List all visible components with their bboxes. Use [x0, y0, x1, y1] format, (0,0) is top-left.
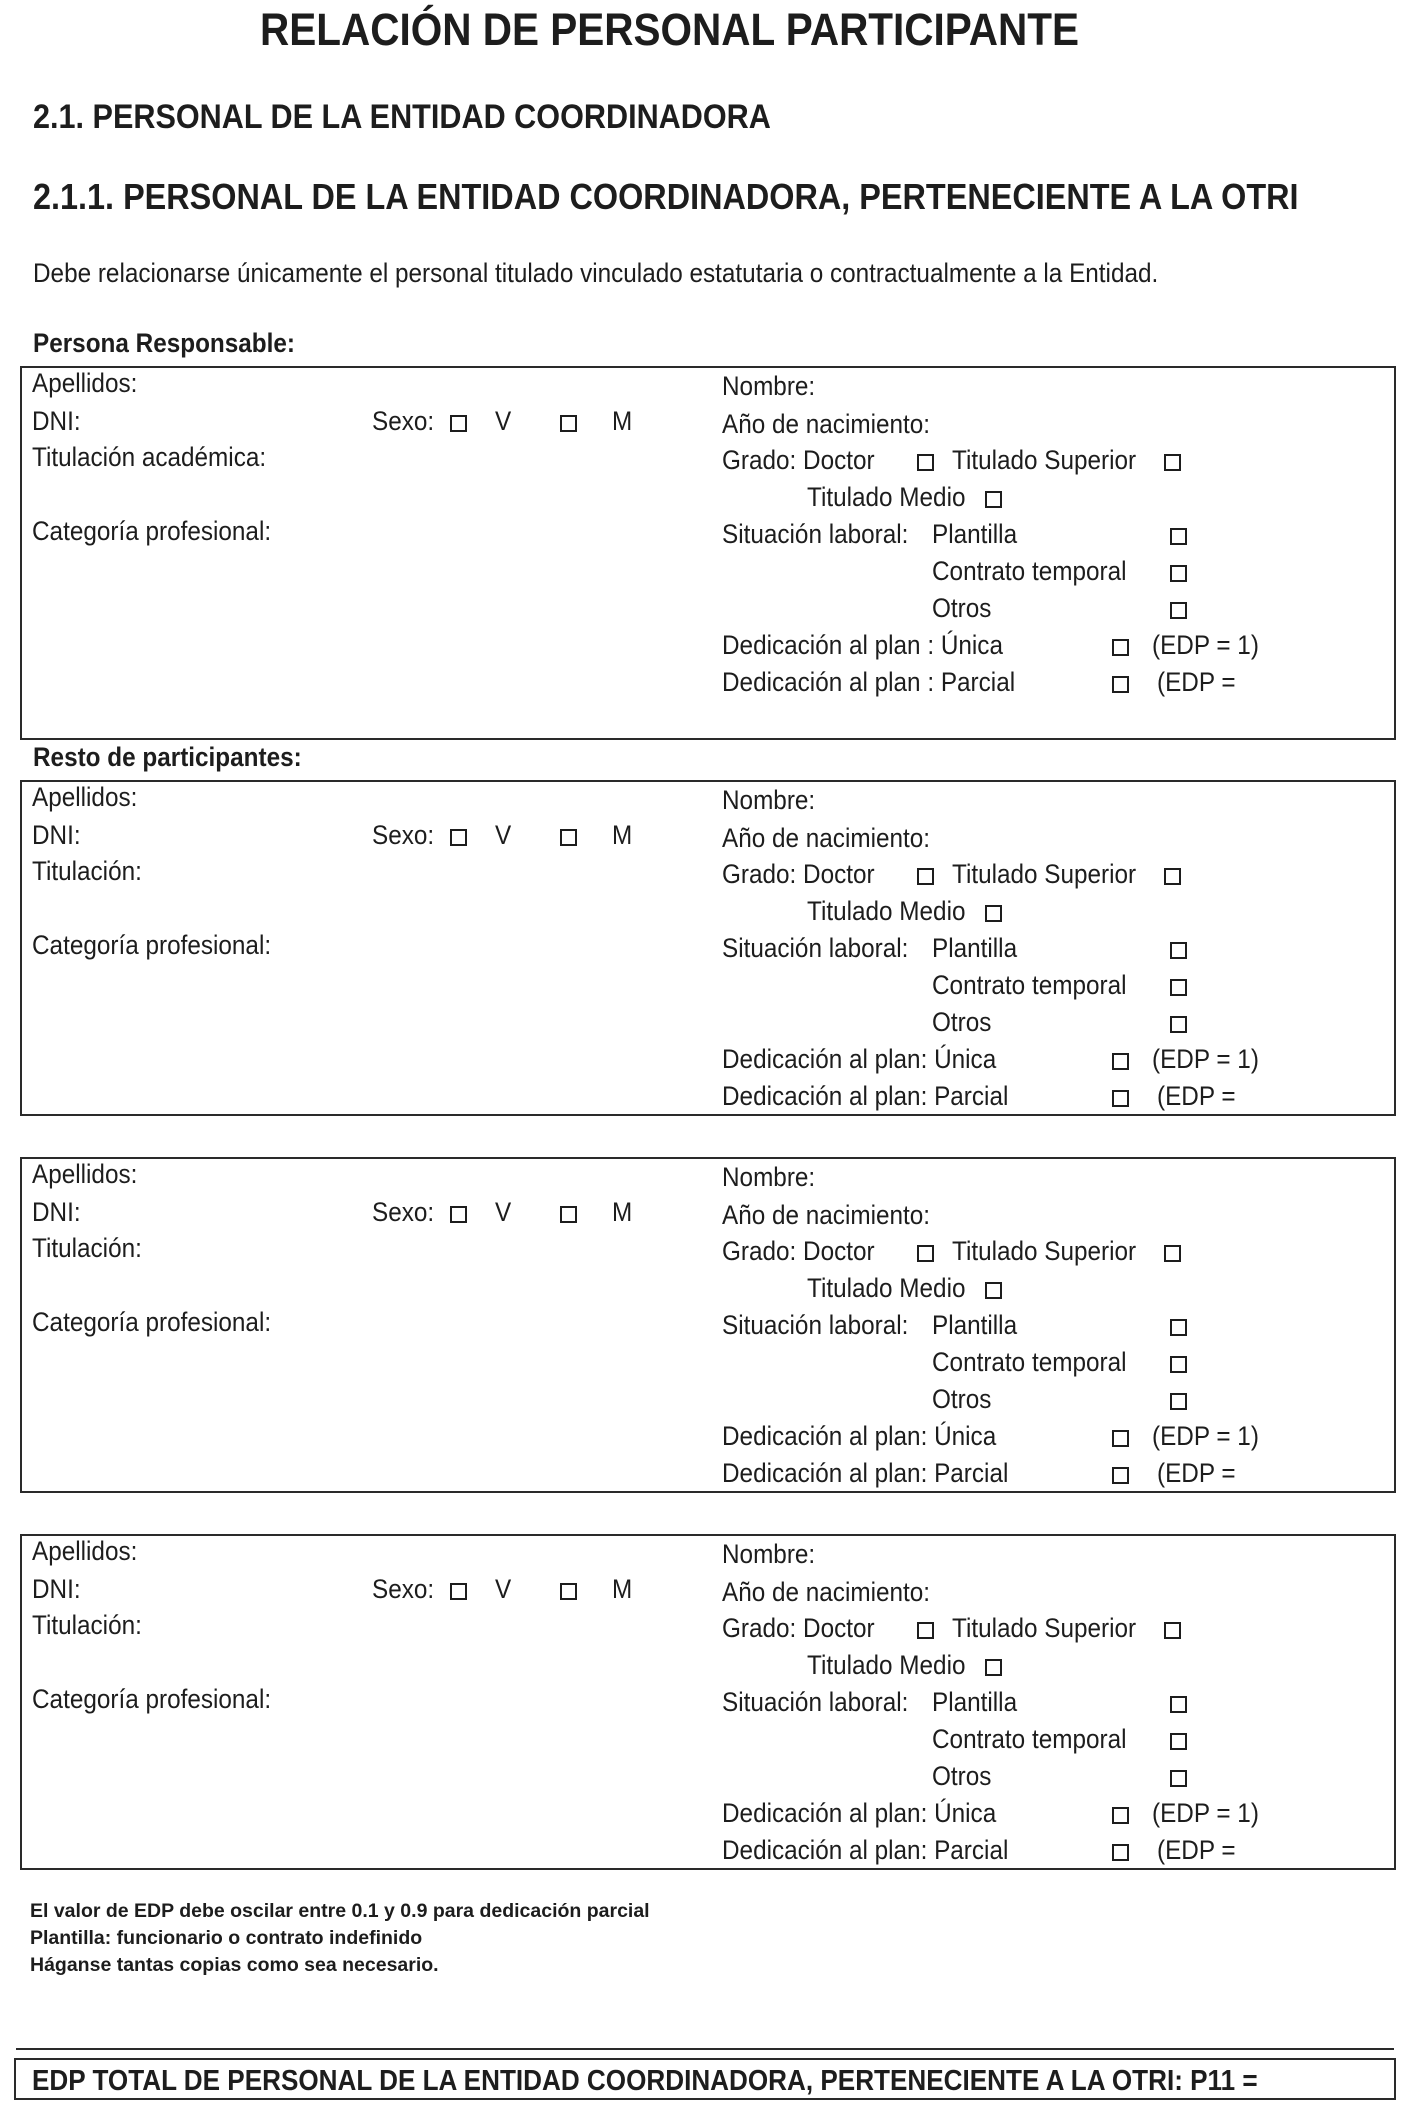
- contrato-temporal-label: Contrato temporal: [932, 1347, 1127, 1377]
- situacion-laboral-label: Situación laboral:: [722, 1310, 909, 1340]
- titulado-medio-checkbox[interactable]: [985, 1282, 1002, 1299]
- situacion-laboral-label: Situación laboral:: [722, 519, 909, 549]
- divider: [16, 2048, 1394, 2050]
- dedicacion-parcial-checkbox[interactable]: [1112, 1844, 1129, 1861]
- doctor-checkbox[interactable]: [917, 868, 934, 885]
- plantilla-label: Plantilla: [932, 933, 1018, 963]
- plantilla-checkbox[interactable]: [1170, 1319, 1187, 1336]
- titulado-medio-label: Titulado Medio: [807, 896, 966, 926]
- contrato-temporal-checkbox[interactable]: [1170, 565, 1187, 582]
- situacion-laboral-label: Situación laboral:: [722, 1687, 909, 1717]
- edp-parcial-label: (EDP =: [1157, 1081, 1236, 1111]
- sexo-m-checkbox[interactable]: [560, 1583, 577, 1600]
- sexo-label: Sexo:: [372, 406, 435, 436]
- apellidos-label: Apellidos:: [32, 782, 138, 812]
- sexo-m-label: M: [612, 820, 633, 850]
- others-label: Resto de participantes:: [33, 742, 302, 772]
- contrato-temporal-label: Contrato temporal: [932, 1724, 1127, 1754]
- section-heading: 2.1. PERSONAL DE LA ENTIDAD COORDINADORA: [33, 98, 771, 136]
- grado-doctor-label: Grado: Doctor: [722, 445, 875, 475]
- edp-unica-label: (EDP = 1): [1152, 630, 1259, 660]
- dedicacion-unica-checkbox[interactable]: [1112, 1807, 1129, 1824]
- sexo-label: Sexo:: [372, 1574, 435, 1604]
- dedicacion-parcial-label: Dedicación al plan: Parcial: [722, 1458, 1009, 1488]
- ano-nacimiento-label: Año de nacimiento:: [722, 1200, 931, 1230]
- titulado-medio-checkbox[interactable]: [985, 1659, 1002, 1676]
- dedicacion-unica-label: Dedicación al plan: Única: [722, 1798, 997, 1828]
- otros-label: Otros: [932, 1384, 992, 1414]
- contrato-temporal-checkbox[interactable]: [1170, 1356, 1187, 1373]
- categoria-label: Categoría profesional:: [32, 1307, 272, 1337]
- dedicacion-unica-label: Dedicación al plan: Única: [722, 1044, 997, 1074]
- responsible-label: Persona Responsable:: [33, 328, 295, 358]
- edp-total-box: [14, 2058, 1396, 2100]
- sexo-v-label: V: [495, 1197, 512, 1227]
- titulado-medio-checkbox[interactable]: [985, 905, 1002, 922]
- plantilla-checkbox[interactable]: [1170, 1696, 1187, 1713]
- situacion-laboral-label: Situación laboral:: [722, 933, 909, 963]
- nombre-label: Nombre:: [722, 371, 816, 401]
- titulacion-label: Titulación:: [32, 856, 142, 886]
- sexo-v-checkbox[interactable]: [450, 1206, 467, 1223]
- responsible-person-form: [20, 366, 1396, 740]
- categoria-label: Categoría profesional:: [32, 516, 272, 546]
- titulado-superior-checkbox[interactable]: [1164, 1622, 1181, 1639]
- plantilla-checkbox[interactable]: [1170, 528, 1187, 545]
- titulacion-label: Titulación académica:: [32, 442, 267, 472]
- otros-checkbox[interactable]: [1170, 1016, 1187, 1033]
- doctor-checkbox[interactable]: [917, 1622, 934, 1639]
- dni-label: DNI:: [32, 406, 81, 436]
- sexo-v-checkbox[interactable]: [450, 1583, 467, 1600]
- nombre-label: Nombre:: [722, 1162, 816, 1192]
- plantilla-checkbox[interactable]: [1170, 942, 1187, 959]
- note-plantilla: Plantilla: funcionario o contrato indefinido: [30, 1927, 423, 1949]
- contrato-temporal-checkbox[interactable]: [1170, 1733, 1187, 1750]
- dedicacion-parcial-checkbox[interactable]: [1112, 1090, 1129, 1107]
- nombre-label: Nombre:: [722, 1539, 816, 1569]
- dedicacion-parcial-label: Dedicación al plan : Parcial: [722, 667, 1016, 697]
- dedicacion-unica-label: Dedicación al plan : Única: [722, 630, 1003, 660]
- participant-form: [20, 780, 1396, 1116]
- dedicacion-unica-checkbox[interactable]: [1112, 1430, 1129, 1447]
- note-copies: Háganse tantas copias como sea necesario.: [30, 1954, 439, 1976]
- participant-form: [20, 1534, 1396, 1870]
- dedicacion-parcial-checkbox[interactable]: [1112, 676, 1129, 693]
- titulacion-label: Titulación:: [32, 1233, 142, 1263]
- sexo-m-label: M: [612, 1574, 633, 1604]
- dni-label: DNI:: [32, 1197, 81, 1227]
- ano-nacimiento-label: Año de nacimiento:: [722, 1577, 931, 1607]
- sexo-m-label: M: [612, 406, 633, 436]
- apellidos-label: Apellidos:: [32, 1159, 138, 1189]
- dedicacion-parcial-label: Dedicación al plan: Parcial: [722, 1835, 1009, 1865]
- edp-unica-label: (EDP = 1): [1152, 1044, 1259, 1074]
- dedicacion-parcial-checkbox[interactable]: [1112, 1467, 1129, 1484]
- grado-doctor-label: Grado: Doctor: [722, 1236, 875, 1266]
- sexo-m-checkbox[interactable]: [560, 415, 577, 432]
- dedicacion-unica-label: Dedicación al plan: Única: [722, 1421, 997, 1451]
- titulacion-label: Titulación:: [32, 1610, 142, 1640]
- doctor-checkbox[interactable]: [917, 1245, 934, 1262]
- nombre-label: Nombre:: [722, 785, 816, 815]
- ano-nacimiento-label: Año de nacimiento:: [722, 823, 931, 853]
- grado-doctor-label: Grado: Doctor: [722, 859, 875, 889]
- sexo-label: Sexo:: [372, 1197, 435, 1227]
- sexo-label: Sexo:: [372, 820, 435, 850]
- titulado-superior-label: Titulado Superior: [952, 1236, 1137, 1266]
- dni-label: DNI:: [32, 820, 81, 850]
- titulado-superior-label: Titulado Superior: [952, 445, 1137, 475]
- otros-checkbox[interactable]: [1170, 1770, 1187, 1787]
- plantilla-label: Plantilla: [932, 519, 1018, 549]
- edp-parcial-label: (EDP =: [1157, 667, 1236, 697]
- categoria-label: Categoría profesional:: [32, 1684, 272, 1714]
- dedicacion-unica-checkbox[interactable]: [1112, 639, 1129, 656]
- edp-unica-label: (EDP = 1): [1152, 1798, 1259, 1828]
- titulado-superior-label: Titulado Superior: [952, 1613, 1137, 1643]
- dedicacion-parcial-label: Dedicación al plan: Parcial: [722, 1081, 1009, 1111]
- ano-nacimiento-label: Año de nacimiento:: [722, 409, 931, 439]
- apellidos-label: Apellidos:: [32, 1536, 138, 1566]
- plantilla-label: Plantilla: [932, 1310, 1018, 1340]
- titulado-medio-label: Titulado Medio: [807, 1273, 966, 1303]
- contrato-temporal-label: Contrato temporal: [932, 556, 1127, 586]
- categoria-label: Categoría profesional:: [32, 930, 272, 960]
- subsection-heading: 2.1.1. PERSONAL DE LA ENTIDAD COORDINADORA, PERTENECIENTE A LA OTRI: [33, 176, 1299, 217]
- otros-checkbox[interactable]: [1170, 1393, 1187, 1410]
- dedicacion-unica-checkbox[interactable]: [1112, 1053, 1129, 1070]
- edp-unica-label: (EDP = 1): [1152, 1421, 1259, 1451]
- doctor-checkbox[interactable]: [917, 454, 934, 471]
- edp-parcial-label: (EDP =: [1157, 1458, 1236, 1488]
- titulado-superior-checkbox[interactable]: [1164, 868, 1181, 885]
- intro-text: Debe relacionarse únicamente el personal titulado vinculado estatutaria o contractualmente a la Entidad.: [33, 258, 1159, 288]
- notes: [30, 1898, 650, 1979]
- titulado-medio-label: Titulado Medio: [807, 1650, 966, 1680]
- titulado-superior-checkbox[interactable]: [1164, 454, 1181, 471]
- titulado-medio-checkbox[interactable]: [985, 491, 1002, 508]
- participant-form: [20, 1157, 1396, 1493]
- otros-label: Otros: [932, 1007, 992, 1037]
- sexo-m-label: M: [612, 1197, 633, 1227]
- apellidos-label: Apellidos:: [32, 368, 138, 398]
- sexo-v-label: V: [495, 820, 512, 850]
- otros-label: Otros: [932, 593, 992, 623]
- titulado-superior-checkbox[interactable]: [1164, 1245, 1181, 1262]
- otros-label: Otros: [932, 1761, 992, 1791]
- sexo-v-label: V: [495, 406, 512, 436]
- sexo-v-label: V: [495, 1574, 512, 1604]
- titulado-superior-label: Titulado Superior: [952, 859, 1137, 889]
- sexo-m-checkbox[interactable]: [560, 829, 577, 846]
- sexo-m-checkbox[interactable]: [560, 1206, 577, 1223]
- contrato-temporal-checkbox[interactable]: [1170, 979, 1187, 996]
- contrato-temporal-label: Contrato temporal: [932, 970, 1127, 1000]
- sexo-v-checkbox[interactable]: [450, 415, 467, 432]
- note-edp-range: El valor de EDP debe oscilar entre 0.1 y 0.9 para dedicación parcial: [30, 1900, 650, 1922]
- edp-parcial-label: (EDP =: [1157, 1835, 1236, 1865]
- dni-label: DNI:: [32, 1574, 81, 1604]
- otros-checkbox[interactable]: [1170, 602, 1187, 619]
- sexo-v-checkbox[interactable]: [450, 829, 467, 846]
- titulado-medio-label: Titulado Medio: [807, 482, 966, 512]
- edp-total-label: EDP TOTAL DE PERSONAL DE LA ENTIDAD COORDINADORA, PERTENECIENTE A LA OTRI: P11 =: [32, 2065, 1258, 2097]
- page-title: RELACIÓN DE PERSONAL PARTICIPANTE: [260, 4, 1080, 55]
- grado-doctor-label: Grado: Doctor: [722, 1613, 875, 1643]
- plantilla-label: Plantilla: [932, 1687, 1018, 1717]
